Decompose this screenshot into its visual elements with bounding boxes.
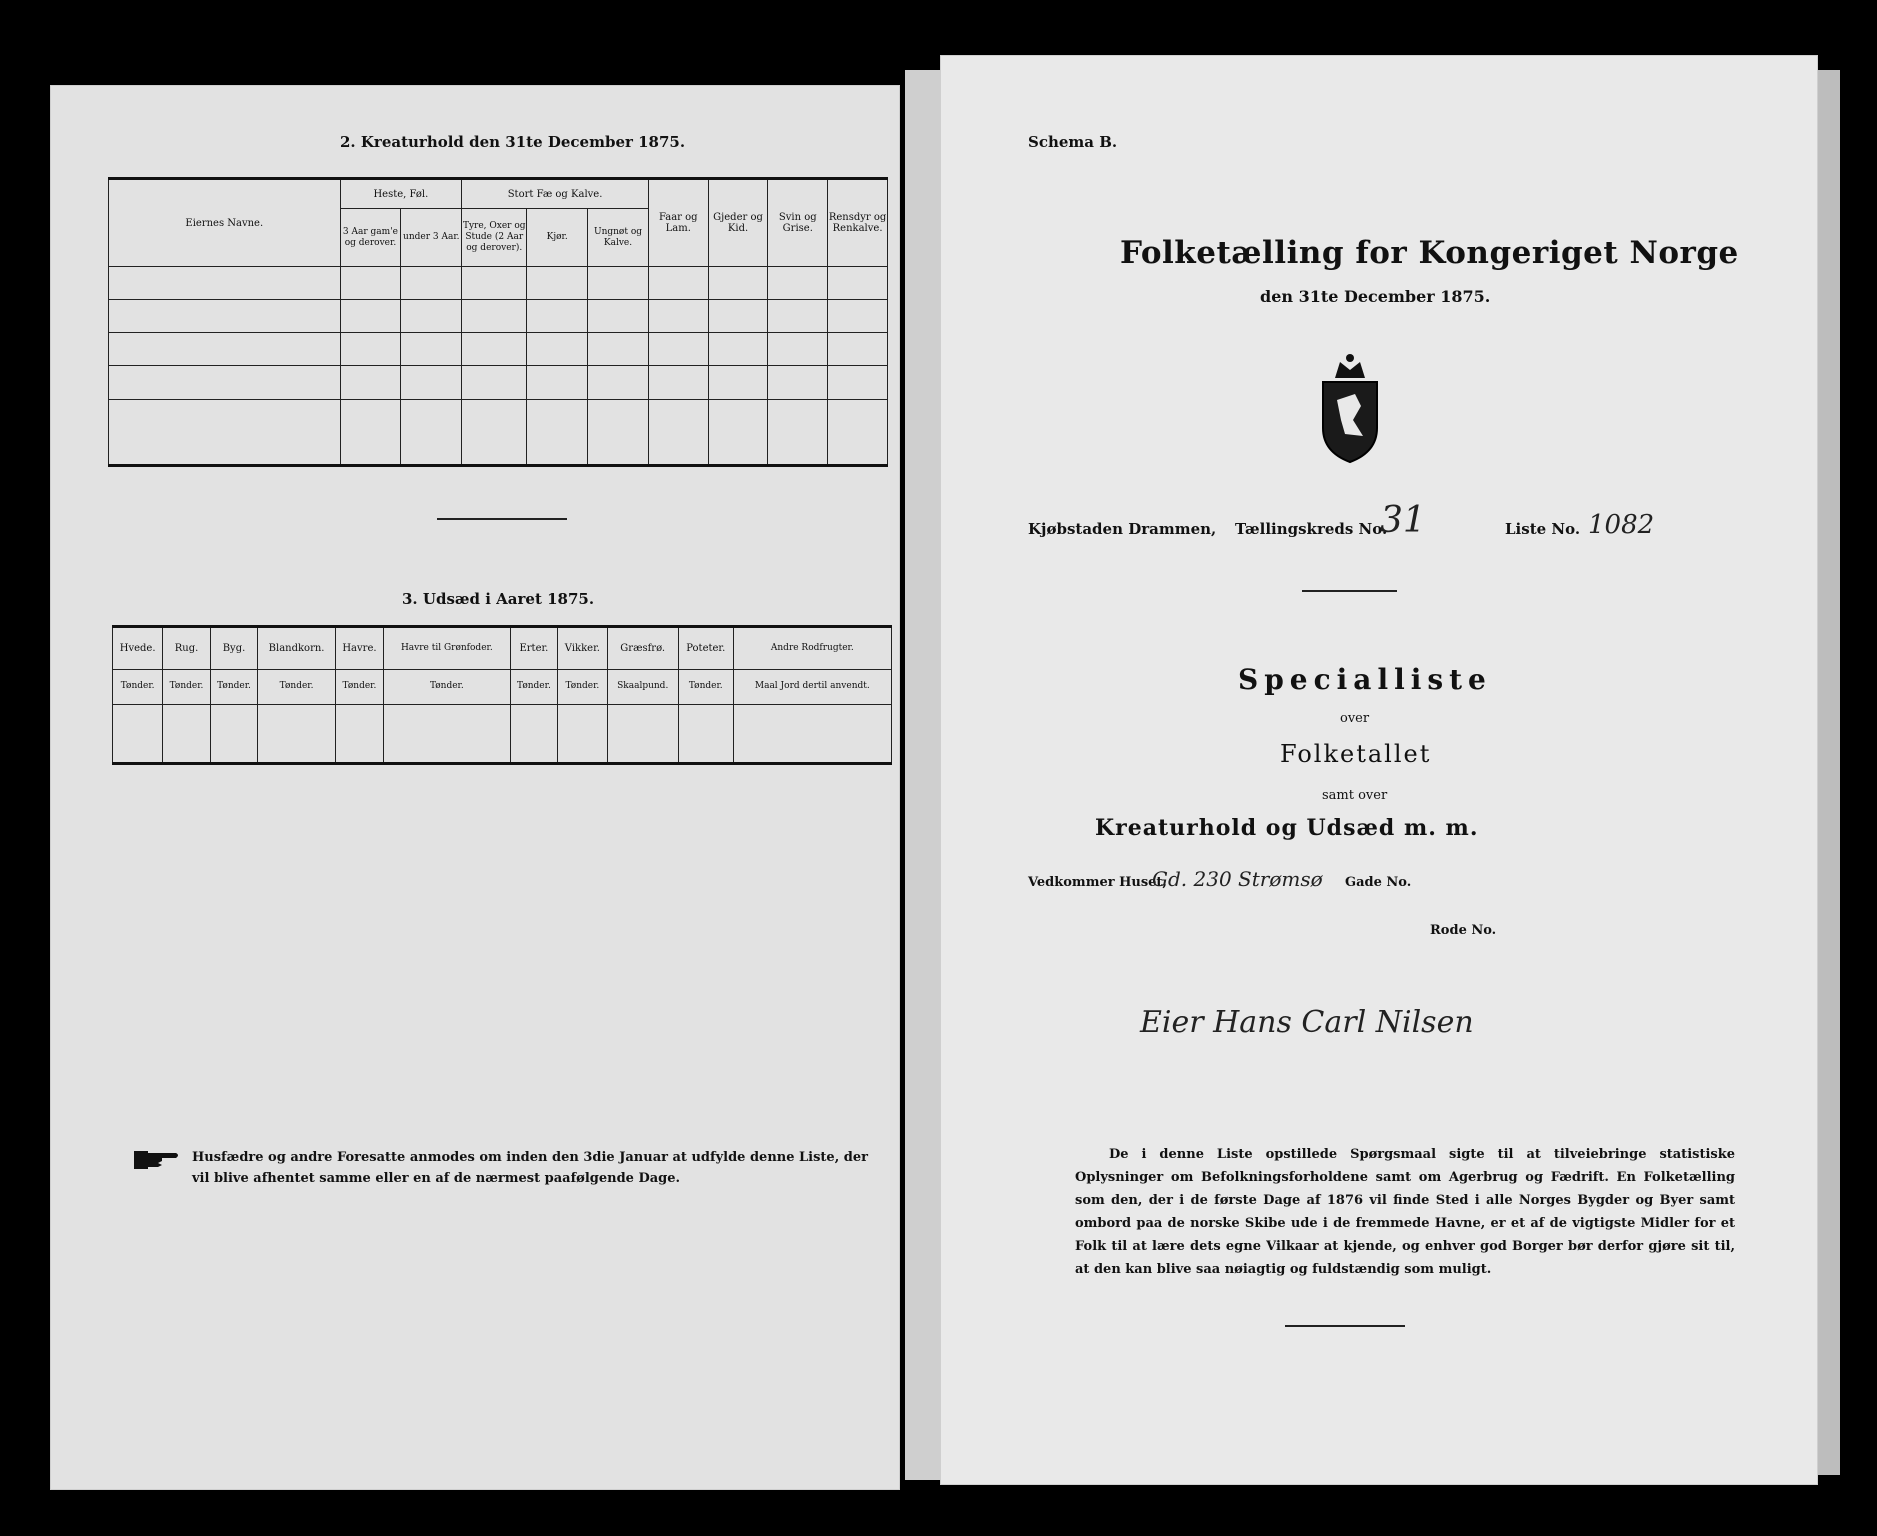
s3-col-10: Andre Rodfrugter. (733, 627, 891, 670)
gade-label: Gade No. (1345, 875, 1412, 890)
section2-title: 2. Kreaturhold den 31te December 1875. (340, 133, 686, 151)
liste-value: 1082 (1588, 510, 1655, 540)
col-heste-header (340, 179, 462, 209)
divider-bottom (1285, 1325, 1405, 1327)
col-heste-a: 3 Aar gam'e og derover. (340, 209, 401, 267)
liste-label: Liste No. (1505, 520, 1581, 538)
s3-col-9: Poteter. (678, 627, 733, 670)
table-row (109, 267, 888, 300)
s3-col-8: Græsfrø. (607, 627, 678, 670)
owner-handwriting: Eier Hans Carl Nilsen (1140, 1005, 1474, 1040)
samt-over-text: samt over (1322, 788, 1388, 803)
date-line: den 31te December 1875. (1260, 287, 1491, 306)
col-owner-header (109, 179, 341, 267)
s3-unit-10: Maal Jord dertil anvendt. (733, 669, 891, 704)
col-stort-header (462, 179, 649, 209)
vedkommer-value: Gd. 230 Strømsø (1152, 867, 1323, 891)
notice-text: Husfædre og andre Foresatte anmodes om inden den 3die Januar at udfylde denne Liste, der vil blive afhentet samme eller en af de nærmest paafølgende Dage. (192, 1150, 868, 1186)
col-stort-a: Tyre, Oxer og Stude (2 Aar og derover). (462, 209, 527, 267)
col-stort-b: Kjør. (527, 209, 588, 267)
over-text-1: over (1340, 711, 1370, 726)
s3-col-5: Havre til Grønfoder. (383, 627, 510, 670)
right-page (940, 55, 1818, 1485)
page-edge-right (1818, 70, 1840, 1475)
livestock-table (108, 177, 888, 467)
col-gjeder-label: Gjeder og Kid. (713, 212, 763, 234)
s3-col-0: Hvede. (113, 627, 163, 670)
col-gjeder-header (708, 179, 768, 267)
main-title: Folketælling for Kongeriget Norge (1120, 235, 1739, 271)
s3-unit-3: Tønder. (258, 669, 336, 704)
s3-unit-1: Tønder. (163, 669, 211, 704)
s3-col-6: Erter. (510, 627, 558, 670)
col-stort-c: Ungnøt og Kalve. (588, 209, 649, 267)
col-stort-label: Stort Fæ og Kalve. (507, 188, 603, 200)
table-row (113, 704, 892, 763)
col-svin-header (768, 179, 828, 267)
kreaturhold-title: Kreaturhold og Udsæd m. m. (1095, 815, 1479, 841)
page-edge (905, 70, 945, 1480)
table-row (109, 333, 888, 366)
specialliste-title: Specialliste (1238, 663, 1492, 696)
tellingskreds-value: 31 (1380, 500, 1426, 541)
s3-col-2: Byg. (210, 627, 258, 670)
s3-unit-8: Skaalpund. (607, 669, 678, 704)
s3-unit-6: Tønder. (510, 669, 558, 704)
col-heste-b: under 3 Aar. (401, 209, 462, 267)
s3-unit-0: Tønder. (113, 669, 163, 704)
col-rensdyr-label: Rensdyr og Renkalve. (828, 212, 887, 234)
rode-label: Rode No. (1430, 923, 1497, 938)
section3-title: 3. Udsæd i Aaret 1875. (402, 590, 595, 608)
seed-table (112, 625, 892, 765)
divider-short (437, 518, 567, 520)
tellingskreds-label: Tællingskreds No. (1235, 520, 1388, 538)
footer-text: De i denne Liste opstillede Spørgsmaal sigte til at tilveiebringe statistiske Oplysninger om Befolkningsforholdene samt om Agerbrug og Fædrift. En Folketælling som den, der i de første Dage af 1876 vil finde Sted i alle Norges Bygder og Byer samt ombord paa de norske Skibe ude i de fremmede Havne, er et af de vigtigste Midler for et Folk til at lære dets egne Vilkaar at kjende, og enhver god Borger bør derfor gjøre sit til, at den kan blive saa nøiagtig og fuldstændig som muligt. (1075, 1147, 1735, 1277)
s3-col-7: Vikker. (558, 627, 607, 670)
col-owner-label: Eiernes Navne. (185, 217, 264, 229)
s3-col-4: Havre. (335, 627, 383, 670)
left-page (50, 85, 900, 1490)
s3-unit-9: Tønder. (678, 669, 733, 704)
folketallet-title: Folketallet (1280, 740, 1432, 768)
s3-col-1: Rug. (163, 627, 211, 670)
s3-unit-7: Tønder. (558, 669, 607, 704)
col-rensdyr-header (828, 179, 888, 267)
s3-unit-2: Tønder. (210, 669, 258, 704)
s3-unit-5: Tønder. (383, 669, 510, 704)
col-faar-header (648, 179, 708, 267)
pointing-hand-icon (132, 1145, 182, 1173)
divider-mid (1302, 590, 1397, 592)
table-row (109, 366, 888, 399)
kjobstad-label: Kjøbstaden Drammen, (1028, 520, 1217, 538)
schema-label: Schema B. (1028, 133, 1118, 151)
table-row (109, 300, 888, 333)
table-row (109, 399, 888, 465)
col-svin-label: Svin og Grise. (778, 212, 817, 234)
vedkommer-label: Vedkommer Huset, (1028, 875, 1167, 890)
col-heste-label: Heste, Føl. (373, 188, 429, 200)
coat-of-arms-icon (1315, 350, 1385, 465)
s3-col-3: Blandkorn. (258, 627, 336, 670)
col-faar-label: Faar og Lam. (658, 212, 698, 234)
s3-unit-4: Tønder. (335, 669, 383, 704)
